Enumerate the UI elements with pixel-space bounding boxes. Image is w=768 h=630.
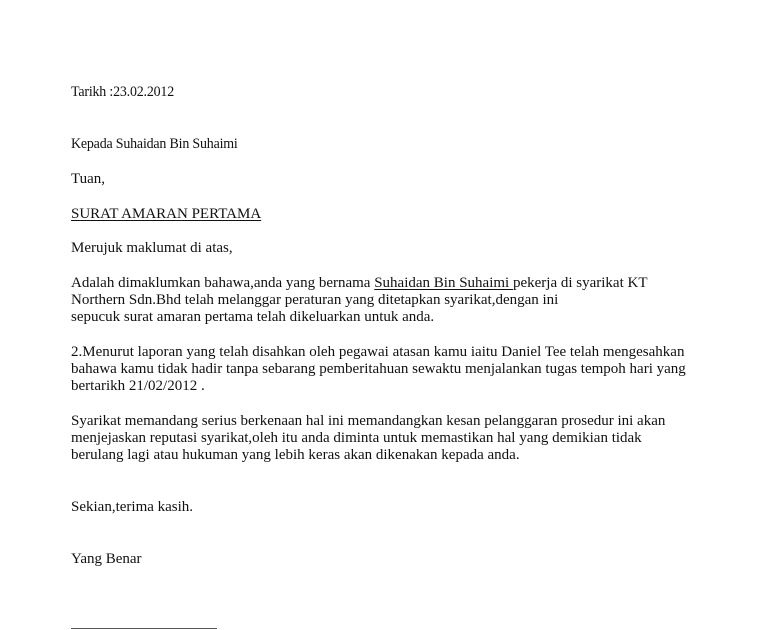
date-line: Tarikh :23.02.2012 (71, 84, 175, 100)
letter-subject: SURAT AMARAN PERTAMA (71, 206, 262, 222)
signature-line (71, 628, 217, 629)
employee-name: Suhaidan Bin Suhaimi (374, 275, 513, 291)
reference-line: Merujuk maklumat di atas, (71, 240, 233, 256)
paragraph-2-line-2: bahawa kamu tidak hadir tanpa sebarang pemberitahuan sewaktu menjalankan tugas tempoh hari yang (71, 361, 686, 377)
paragraph-3-line-2: menjejaskan reputasi syarikat,oleh itu anda diminta untuk memastikan hal yang demikian tidak (71, 430, 642, 446)
recipient-line: Kepada Suhaidan Bin Suhaimi (71, 136, 238, 152)
paragraph-2-line-3: bertarikh 21/02/2012 . (71, 378, 205, 394)
paragraph-1-prefix: Adalah dimaklumkan bahawa,anda yang bernama (71, 275, 375, 291)
paragraph-1-suffix: pekerja di syarikat KT (512, 275, 648, 291)
paragraph-3-line-3: berulang lagi atau hukuman yang lebih keras akan dikenakan kepada anda. (71, 447, 520, 463)
paragraph-3-line-1: Syarikat memandang serius berkenaan hal ini memandangkan kesan pelanggaran prosedur ini akan (71, 413, 666, 429)
paragraph-1-line-3: sepucuk surat amaran pertama telah dikeluarkan untuk anda. (71, 309, 435, 325)
closing-line: Sekian,terima kasih. (71, 499, 194, 515)
salutation: Tuan, (71, 171, 106, 187)
paragraph-2-line-1: 2.Menurut laporan yang telah disahkan oleh pegawai atasan kamu iaitu Daniel Tee telah mengesahkan (71, 344, 685, 360)
paragraph-1-line-2: Northern Sdn.Bhd telah melanggar peraturan yang ditetapkan syarikat,dengan ini (71, 292, 559, 308)
paragraph-1-line-1 (71, 275, 648, 292)
sign-off: Yang Benar (71, 551, 142, 567)
